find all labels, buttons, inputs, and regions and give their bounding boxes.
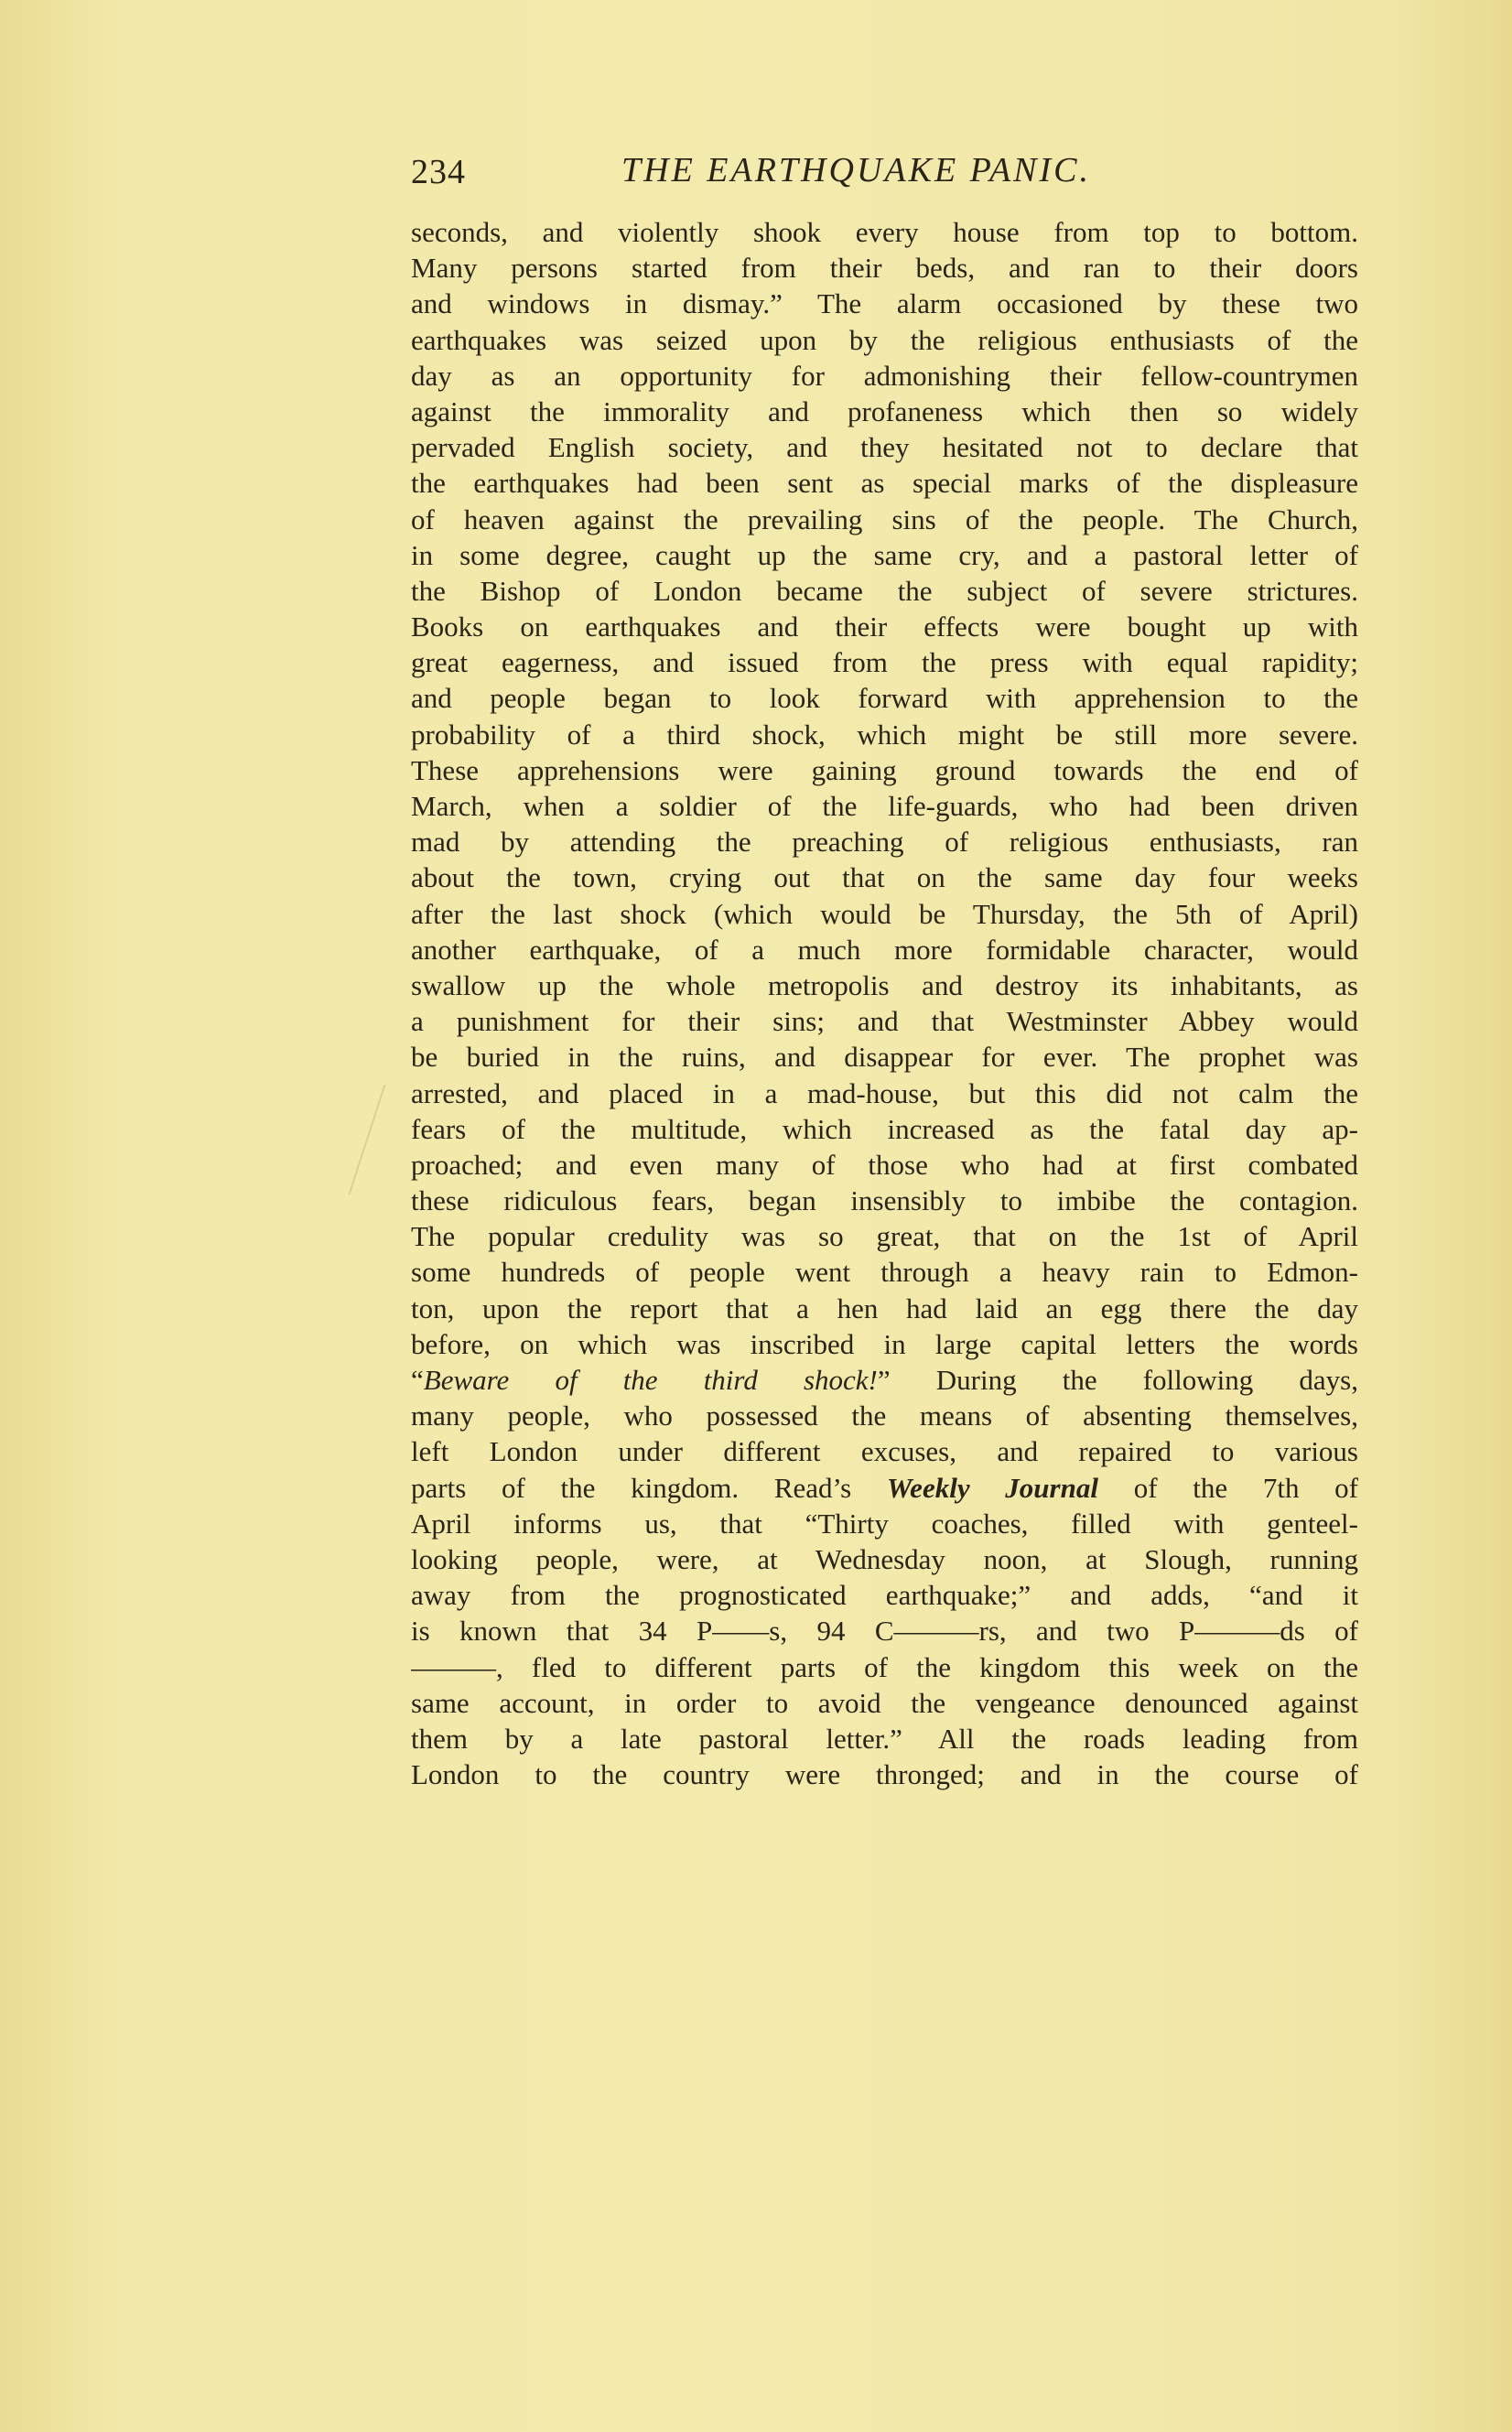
text-line: same account, in order to avoid the vengeance denounced against — [411, 1686, 1358, 1719]
text-line: seconds, and violently shook every house from top to bottom. — [411, 216, 1358, 248]
text-line: great eagerness, and issued from the press with equal rapidity; — [411, 646, 1358, 679]
page-header — [411, 146, 1358, 201]
text-line: and people began to look forward with apprehension to the — [411, 682, 1358, 715]
text-line: away from the prognosticated earthquake;” and adds, “and it — [411, 1579, 1358, 1612]
page-number: 234 — [411, 153, 466, 191]
close-quote: ” — [877, 1364, 891, 1396]
text-line: them by a late pastoral letter.” All the roads leading from — [411, 1722, 1358, 1755]
text-line: Many persons started from their beds, and ran to their doors — [411, 252, 1358, 285]
text-line: about the town, crying out that on the same day four weeks — [411, 861, 1358, 894]
text-line: earthquakes was seized upon by the religious enthusiasts of the — [411, 323, 1358, 356]
body-text — [411, 214, 1358, 1792]
text-line: in some degree, caught up the same cry, and a pastoral letter of — [411, 538, 1358, 571]
text-line: some hundreds of people went through a heavy rain to Edmon- — [411, 1256, 1358, 1289]
text-line: and windows in dismay.” The alarm occasioned by these two — [411, 287, 1358, 320]
text-line: the earthquakes had been sent as special marks of the displeasure — [411, 467, 1358, 500]
text-line: ———, fled to different parts of the kingdom this week on the — [411, 1650, 1358, 1683]
text-line: the Bishop of London became the subject of severe strictures. — [411, 574, 1358, 607]
text-line: is known that 34 P——s, 94 C———rs, and two P———ds of — [411, 1615, 1358, 1648]
text-line: The popular credulity was so great, that on the 1st of April — [411, 1220, 1358, 1253]
text-line: a punishment for their sins; and that Westminster Abbey would — [411, 1005, 1358, 1038]
text-line: these ridiculous fears, began insensibly to imbibe the contagion. — [411, 1184, 1358, 1217]
text-line-quote — [411, 1362, 1358, 1398]
text-line: against the immorality and profaneness which then so widely — [411, 395, 1358, 427]
italic-quote: Beware of the third shock! — [423, 1364, 878, 1396]
text-line: swallow up the whole metropolis and destroy its inhabitants, as — [411, 968, 1358, 1001]
text-line: March, when a soldier of the life-guards, who had been driven — [411, 790, 1358, 822]
text-line: another earthquake, of a much more formidable character, would — [411, 933, 1358, 966]
running-title: THE EARTHQUAKE PANIC. — [621, 151, 1092, 189]
text-line: after the last shock (which would be Thursday, the 5th of April) — [411, 897, 1358, 930]
journal-title: Weekly Journal — [886, 1471, 1098, 1504]
journal-post: of the 7th of — [1097, 1471, 1358, 1504]
text-line: April informs us, that “Thirty coaches, filled with genteel- — [411, 1507, 1358, 1540]
text-line: proached; and even many of those who had at first combated — [411, 1148, 1358, 1181]
text-line: many people, who possessed the means of absenting themselves, — [411, 1400, 1358, 1432]
text-line: looking people, were, at Wednesday noon, at Slough, running — [411, 1542, 1358, 1575]
text-line: be buried in the ruins, and disappear for ever. The prophet was — [411, 1041, 1358, 1074]
text-line: pervaded English society, and they hesitated not to declare that — [411, 431, 1358, 464]
text-line: fears of the multitude, which increased as the fatal day ap- — [411, 1112, 1358, 1145]
text-line: Books on earthquakes and their effects were bought up with — [411, 611, 1358, 643]
text-line: left London under different excuses, and repaired to various — [411, 1435, 1358, 1468]
text-line: mad by attending the preaching of religious enthusiasts, ran — [411, 826, 1358, 859]
text-line: arrested, and placed in a mad-house, but this did not calm the — [411, 1076, 1358, 1109]
journal-pre: parts of the kingdom. Read’s — [411, 1471, 887, 1504]
quote-rest: During the following days, — [890, 1364, 1358, 1396]
text-line: ton, upon the report that a hen had laid an egg there the day — [411, 1292, 1358, 1324]
text-line: of heaven against the prevailing sins of the people. The Church, — [411, 503, 1358, 535]
text-line: These apprehensions were gaining ground towards the end of — [411, 753, 1358, 786]
text-line: day as an opportunity for admonishing their fellow-countrymen — [411, 359, 1358, 392]
text-line: London to the country were thronged; and in the course of — [411, 1758, 1358, 1791]
text-line-journal — [411, 1470, 1358, 1506]
open-quote: “ — [411, 1364, 424, 1396]
text-line: before, on which was inscribed in large capital letters the words — [411, 1327, 1358, 1360]
text-line: probability of a third shock, which might be still more severe. — [411, 718, 1358, 751]
